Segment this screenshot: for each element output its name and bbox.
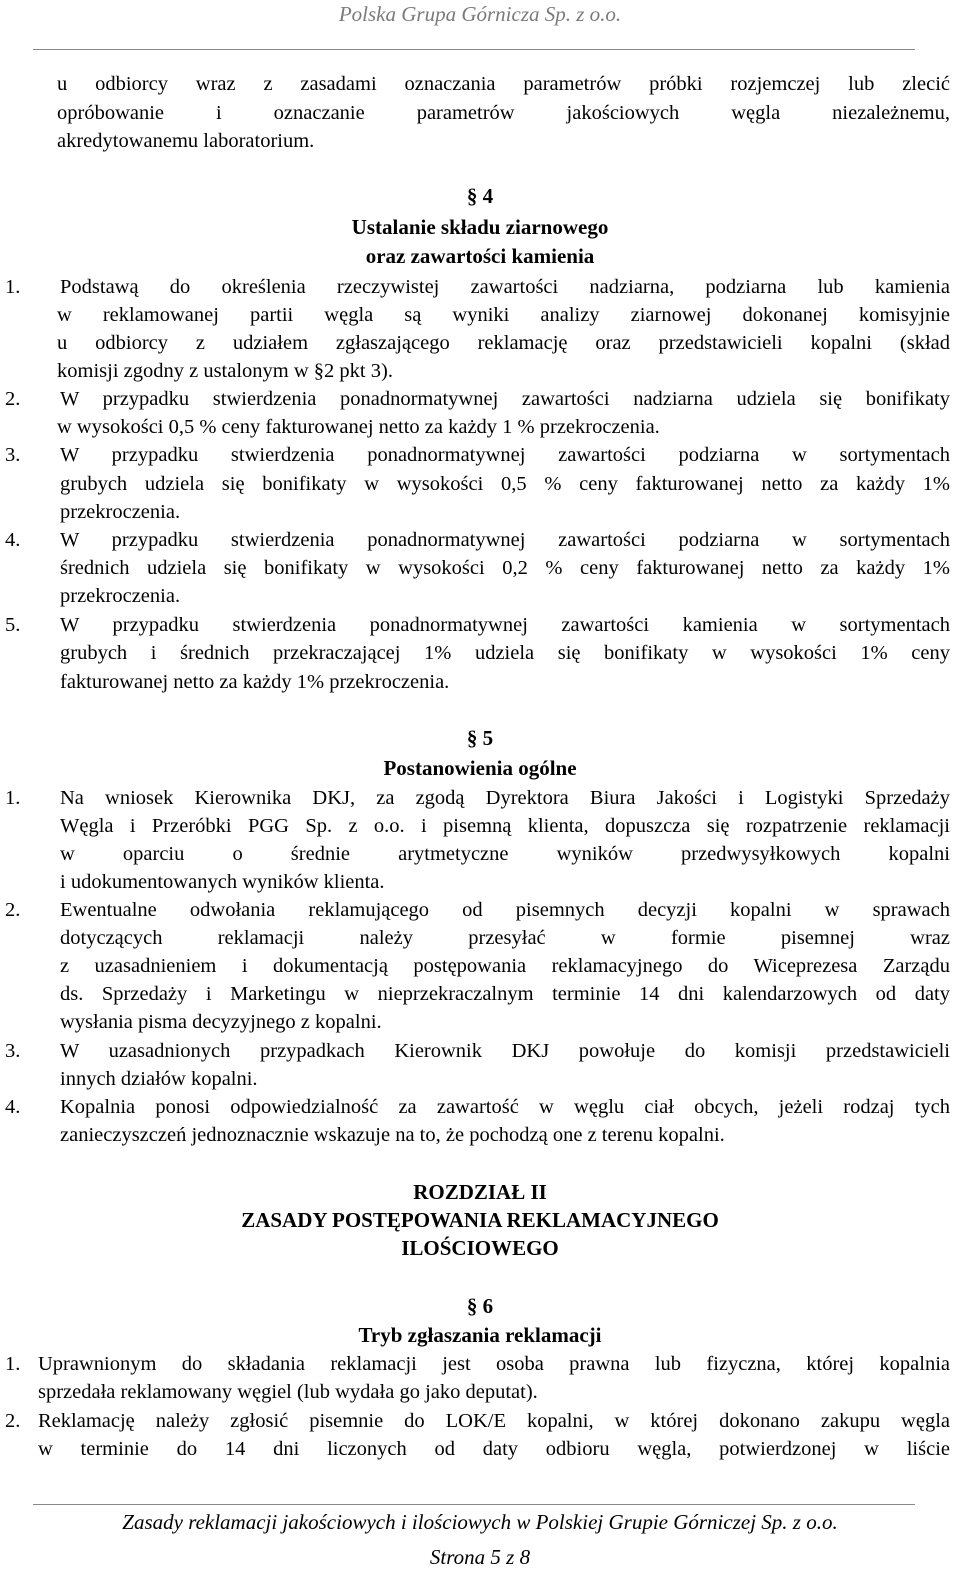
paragraph-line: w oparciu o średnie arytmetyczne wyników przedwysyłkowych kopalni: [60, 843, 950, 865]
footer-title: Zasady reklamacji jakościowych i ilościowych w Polskiej Grupie Górniczej Sp. z o.o.: [122, 1510, 838, 1534]
item-number: 5.: [5, 614, 21, 636]
page-header-title: Polska Grupa Górnicza Sp. z o.o.: [338, 2, 622, 26]
paragraph-line: Węgla i Przeróbki PGG Sp. z o.o. i pisemną klienta, dopuszcza się rozpatrzenie reklamacji: [60, 815, 950, 837]
paragraph-line: Na wniosek Kierownika DKJ, za zgodą Dyrektora Biura Jakości i Logistyki Sprzedaży: [60, 787, 950, 809]
paragraph-line: grubych udziela się bonifikaty w wysokości 0,5 % ceny fakturowanej netto za każdy 1%: [60, 473, 950, 495]
section-6-title: Tryb zgłaszania reklamacji: [358, 1323, 602, 1347]
intro-line: opróbowanie i oznaczanie parametrów jakościowych węgla niezależnemu,: [57, 102, 950, 124]
item-number: 1.: [5, 1353, 21, 1375]
intro-line: u odbiorcy wraz z zasadami oznaczania parametrów próbki rozjemczej lub zlecić: [57, 73, 950, 95]
paragraph-line: W przypadku stwierdzenia ponadnormatywnej zawartości kamienia w sortymentach: [60, 614, 950, 636]
paragraph-line: W przypadku stwierdzenia ponadnormatywnej zawartości podziarna w sortymentach: [60, 444, 950, 466]
paragraph-line: wysłania pisma decyzyjnego z kopalni.: [60, 1011, 382, 1033]
paragraph-line: przekroczenia.: [60, 585, 181, 607]
paragraph-line: grubych i średnich przekraczającej 1% udziela się bonifikaty w wysokości 1% ceny: [60, 642, 950, 664]
item-number: 4.: [5, 1096, 21, 1118]
paragraph-line: komisji zgodny z ustalonym w §2 pkt 3).: [57, 360, 393, 382]
paragraph-line: z uzasadnieniem i dokumentacją postępowania reklamacyjnego do Wiceprezesa Zarządu: [60, 955, 950, 977]
paragraph-line: fakturowanej netto za każdy 1% przekroczenia.: [60, 671, 450, 693]
item-number: 2.: [5, 1410, 21, 1432]
chapter-title: ILOŚCIOWEGO: [401, 1236, 559, 1260]
item-number: 1.: [5, 276, 21, 298]
paragraph-line: w wysokości 0,5 % ceny fakturowanej netto za każdy 1 % przekroczenia.: [57, 416, 660, 438]
paragraph-line: przekroczenia.: [60, 501, 181, 523]
paragraph-line: W przypadku stwierdzenia ponadnormatywnej zawartości nadziarna udziela się bonifikaty: [60, 388, 950, 410]
section-6-sign: § 6: [466, 1294, 494, 1318]
intro-line: akredytowanemu laboratorium.: [57, 130, 315, 152]
footer-divider: [33, 1504, 915, 1505]
paragraph-line: sprzedała reklamowany węgiel (lub wydała go jako deputat).: [38, 1381, 538, 1403]
paragraph-line: u odbiorcy z udziałem zgłaszającego reklamację oraz przedstawicieli kopalni (skład: [57, 332, 950, 354]
paragraph-line: innych działów kopalni.: [60, 1068, 258, 1090]
paragraph-line: Reklamację należy zgłosić pisemnie do LOK/E kopalni, w której dokonano zakupu węgla: [38, 1410, 950, 1432]
item-number: 2.: [5, 388, 21, 410]
paragraph-line: dotyczących reklamacji należy przesyłać w formie pisemnej wraz: [60, 927, 950, 949]
section-5-title: Postanowienia ogólne: [383, 756, 577, 780]
paragraph-line: Ewentualne odwołania reklamującego od pisemnych decyzji kopalni w sprawach: [60, 899, 950, 921]
paragraph-line: i udokumentowanych wyników klienta.: [60, 871, 385, 893]
section-4-title: Ustalanie składu ziarnowego: [351, 215, 609, 239]
paragraph-line: średnich udziela się bonifikaty w wysokości 0,2 % ceny fakturowanej netto za każdy 1%: [60, 557, 950, 579]
item-number: 3.: [5, 1040, 21, 1062]
page-number: Strona 5 z 8: [429, 1545, 531, 1569]
paragraph-line: w terminie do 14 dni liczonych od daty odbioru węgla, potwierdzonej w liście: [38, 1438, 950, 1460]
item-number: 1.: [5, 787, 21, 809]
paragraph-line: Kopalnia ponosi odpowiedzialność za zawartość w węglu ciał obcych, jeżeli rodzaj tych: [60, 1096, 950, 1118]
section-4-sign: § 4: [466, 184, 494, 208]
item-number: 4.: [5, 529, 21, 551]
chapter-title: ZASADY POSTĘPOWANIA REKLAMACYJNEGO: [241, 1208, 719, 1232]
paragraph-line: zanieczyszczeń jednoznacznie wskazuje na to, że pochodzą one z terenu kopalni.: [60, 1124, 725, 1146]
section-4-title: oraz zawartości kamienia: [365, 244, 595, 268]
paragraph-line: ds. Sprzedaży i Marketingu w nieprzekraczalnym terminie 14 dni kalendarzowych od daty: [60, 983, 950, 1005]
paragraph-line: w reklamowanej partii węgla są wyniki analizy ziarnowej dokonanej komisyjnie: [57, 304, 950, 326]
header-divider: [33, 49, 915, 50]
paragraph-line: W uzasadnionych przypadkach Kierownik DKJ powołuje do komisji przedstawicieli: [60, 1040, 950, 1062]
paragraph-line: Uprawnionym do składania reklamacji jest osoba prawna lub fizyczna, której kopalnia: [38, 1353, 950, 1375]
item-number: 3.: [5, 444, 21, 466]
chapter-number: ROZDZIAŁ II: [413, 1180, 547, 1204]
section-5-sign: § 5: [466, 726, 494, 750]
paragraph-line: Podstawą do określenia rzeczywistej zawartości nadziarna, podziarna lub kamienia: [60, 276, 950, 298]
paragraph-line: W przypadku stwierdzenia ponadnormatywnej zawartości podziarna w sortymentach: [60, 529, 950, 551]
item-number: 2.: [5, 899, 21, 921]
